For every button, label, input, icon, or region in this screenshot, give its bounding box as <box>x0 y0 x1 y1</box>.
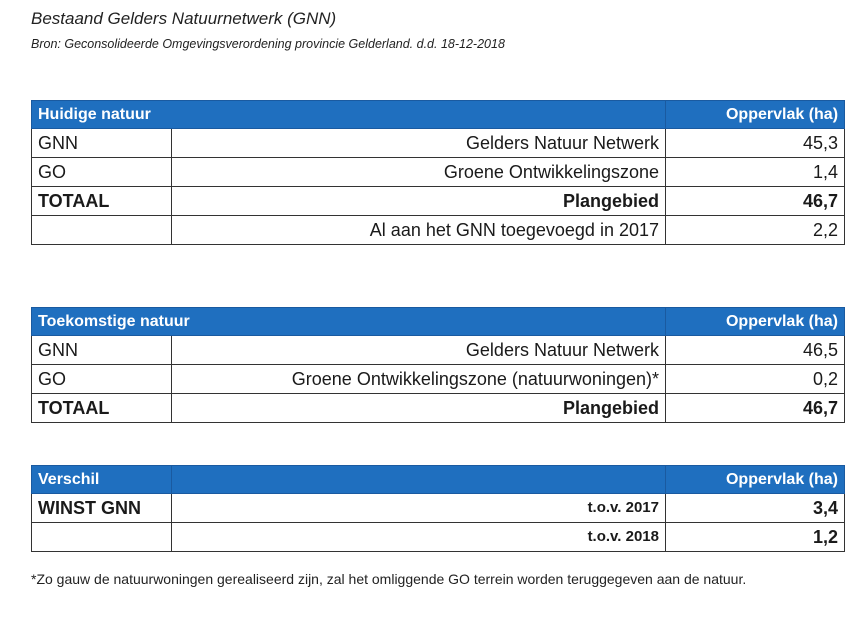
header-label: Verschil <box>32 466 172 494</box>
row-value: 46,7 <box>666 187 845 216</box>
future-nature-table <box>31 307 845 423</box>
table-header-row <box>32 101 845 129</box>
table-header-row <box>32 308 845 336</box>
row-value: 46,7 <box>666 394 845 423</box>
header-spacer <box>172 466 666 494</box>
row-code <box>32 216 172 245</box>
footnote: *Zo gauw de natuurwoningen gerealiseerd zijn, zal het omliggende GO terrein worden teruggegeven aan de natuur. <box>31 571 747 587</box>
header-area: Oppervlak (ha) <box>666 308 845 336</box>
table-row <box>32 129 845 158</box>
row-description: t.o.v. 2017 <box>172 494 666 523</box>
row-code <box>32 523 172 552</box>
row-code: GO <box>32 365 172 394</box>
table-header-row <box>32 466 845 494</box>
row-description: Groene Ontwikkelingszone <box>172 158 666 187</box>
row-description: Groene Ontwikkelingszone (natuurwoningen)* <box>172 365 666 394</box>
row-code: TOTAAL <box>32 394 172 423</box>
row-description: Plangebied <box>172 187 666 216</box>
row-description: Al aan het GNN toegevoegd in 2017 <box>172 216 666 245</box>
table-row <box>32 336 845 365</box>
row-description: Gelders Natuur Netwerk <box>172 129 666 158</box>
row-value: 45,3 <box>666 129 845 158</box>
table-row <box>32 158 845 187</box>
source-line: Bron: Geconsolideerde Omgevingsverordening provincie Gelderland. d.d. 18-12-2018 <box>31 37 505 51</box>
row-value: 0,2 <box>666 365 845 394</box>
row-code: GNN <box>32 129 172 158</box>
row-value: 1,2 <box>666 523 845 552</box>
row-description: t.o.v. 2018 <box>172 523 666 552</box>
row-code: GNN <box>32 336 172 365</box>
total-row <box>32 187 845 216</box>
table-row <box>32 494 845 523</box>
difference-table <box>31 465 845 552</box>
header-area: Oppervlak (ha) <box>666 466 845 494</box>
row-value: 46,5 <box>666 336 845 365</box>
header-label: Toekomstige natuur <box>32 308 666 336</box>
total-row <box>32 394 845 423</box>
row-value: 2,2 <box>666 216 845 245</box>
table-row <box>32 216 845 245</box>
table-row <box>32 365 845 394</box>
current-nature-table <box>31 100 845 245</box>
header-area: Oppervlak (ha) <box>666 101 845 129</box>
page-title: Bestaand Gelders Natuurnetwerk (GNN) <box>31 9 337 28</box>
row-code: TOTAAL <box>32 187 172 216</box>
row-value: 1,4 <box>666 158 845 187</box>
header-label: Huidige natuur <box>32 101 666 129</box>
row-description: Plangebied <box>172 394 666 423</box>
table-row <box>32 523 845 552</box>
row-description: Gelders Natuur Netwerk <box>172 336 666 365</box>
row-code: WINST GNN <box>32 494 172 523</box>
row-value: 3,4 <box>666 494 845 523</box>
row-code: GO <box>32 158 172 187</box>
